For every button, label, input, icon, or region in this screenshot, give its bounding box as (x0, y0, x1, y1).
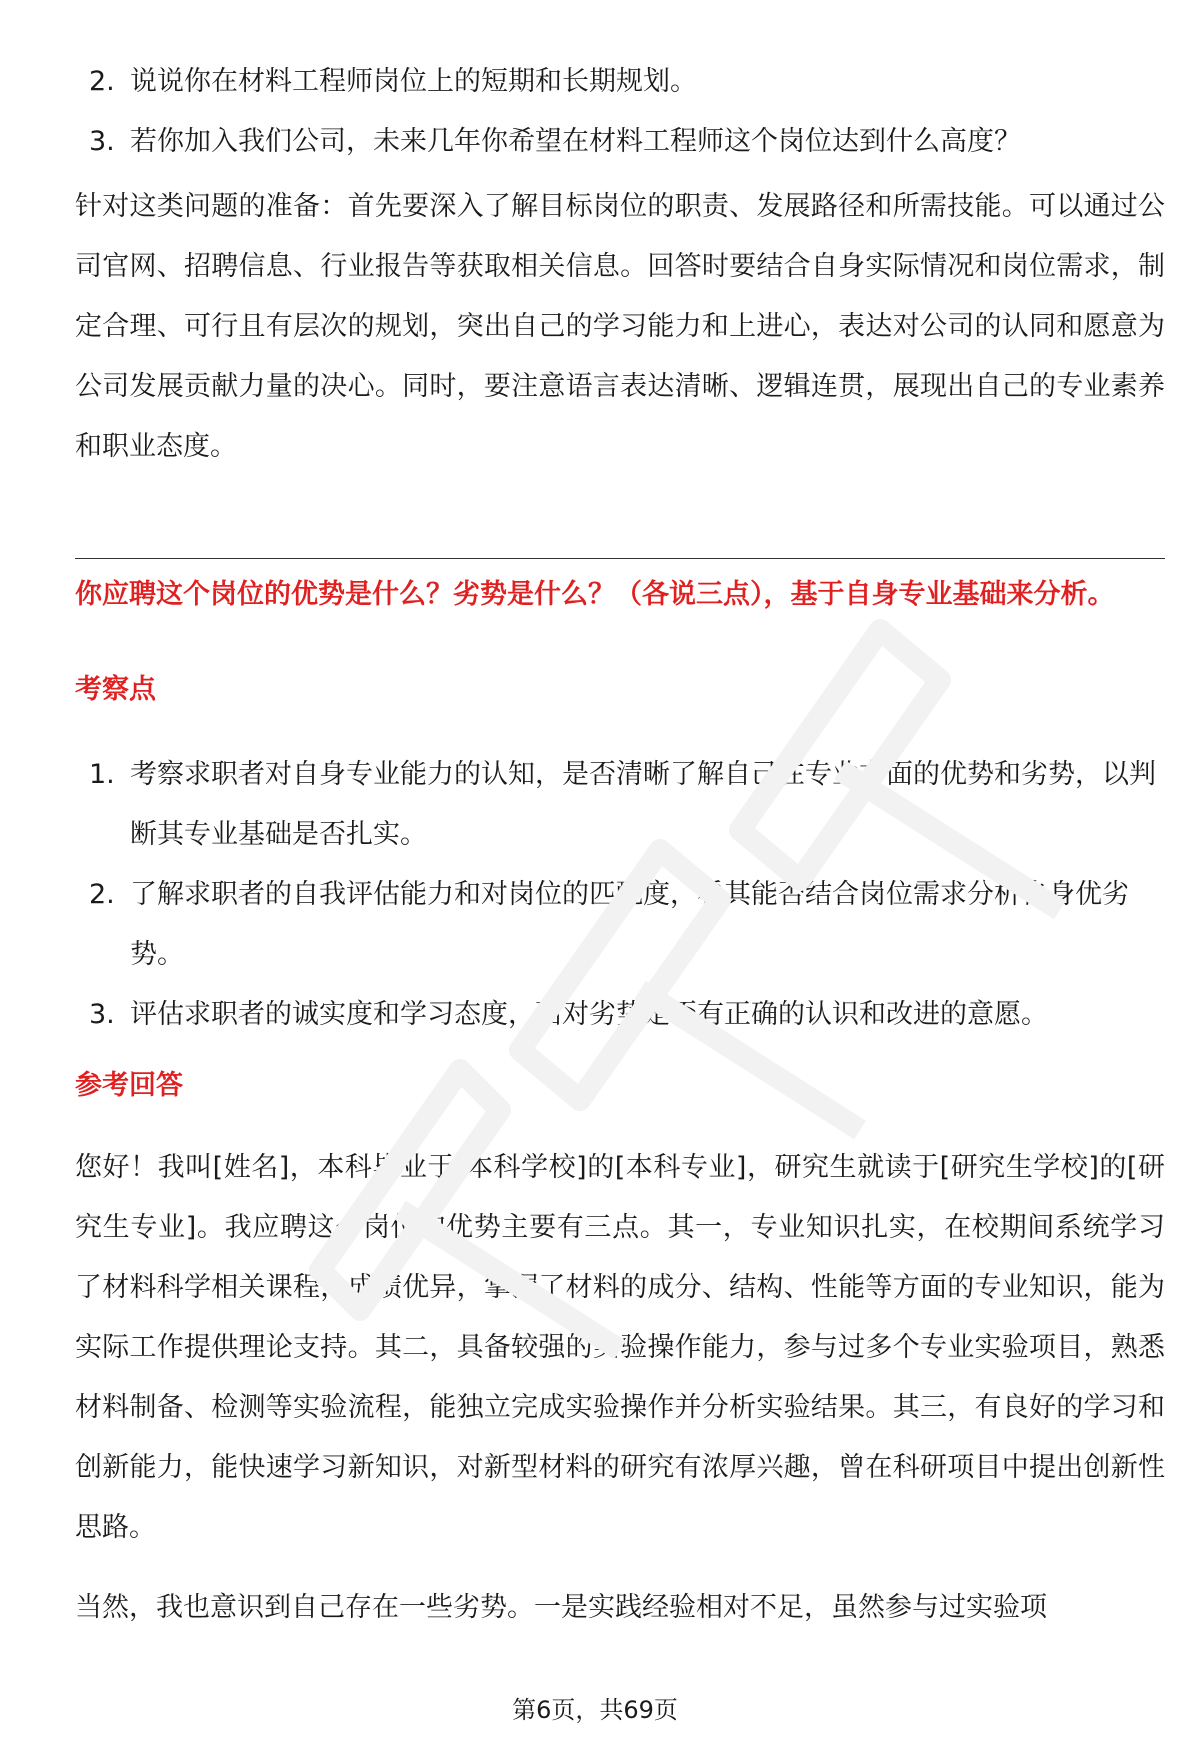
list-number: 2. (89, 66, 115, 97)
list-text: 了解求职者的自我评估能力和对岗位的匹配度，看其能否结合岗位需求分析自身优劣势。 (130, 879, 1129, 970)
list-number: 3. (89, 126, 115, 157)
list-text: 考察求职者对自身专业能力的认知，是否清晰了解自己在专业方面的优势和劣势，以判断其专业基础是否扎实。 (130, 759, 1156, 850)
assessment-points-list (75, 745, 1165, 1045)
list-item (75, 985, 1165, 1045)
page-footer: 第6页，共69页 (512, 1696, 678, 1724)
section-heading-answer: 参考回答 (75, 1070, 183, 1101)
list-item (75, 52, 1021, 112)
section-heading-kaocha: 考察点 (75, 674, 156, 705)
list-item (75, 865, 1165, 985)
preparation-paragraph: 针对这类问题的准备：首先要深入了解目标岗位的职责、发展路径和所需技能。可以通过公司官网、招聘信息、行业报告等获取相关信息。回答时要结合自身实际情况和岗位需求，制定合理、可行且有层次的规划，突出自己的学习能力和上进心，表达对公司的认同和愿意为公司发展贡献力量的决心。同时，要注意语言表达清晰、逻辑连贯，展现出自己的专业素养和职业态度。 (75, 191, 1165, 462)
planning-questions-list (75, 52, 1021, 172)
list-item (75, 112, 1021, 172)
section-divider (75, 558, 1165, 559)
list-number: 2. (89, 879, 115, 910)
list-text: 若你加入我们公司，未来几年你希望在材料工程师这个岗位达到什么高度？ (130, 126, 1021, 157)
list-number: 1. (89, 759, 115, 790)
answer-paragraph: 您好！我叫[姓名]，本科毕业于[本科学校]的[本科专业]，研究生就读于[研究生学校]的[研究生专业]。我应聘这个岗位的优势主要有三点。其一，专业知识扎实，在校期间系统学习了材料科学相关课程，成绩优异，掌握了材料的成分、结构、性能等方面的专业知识，能为实际工作提供理论支持。其二，具备较强的实验操作能力，参与过多个专业实验项目，熟悉材料制备、检测等实验流程，能独立完成实验操作并分析实验结果。其三，有良好的学习和创新能力，能快速学习新知识，对新型材料的研究有浓厚兴趣，曾在科研项目中提出创新性思路。 (75, 1152, 1165, 1543)
question-heading: 你应聘这个岗位的优势是什么？劣势是什么？（各说三点），基于自身专业基础来分析。 (75, 579, 1115, 610)
list-text: 说说你在材料工程师岗位上的短期和长期规划。 (130, 66, 697, 97)
list-item (75, 745, 1165, 865)
list-number: 3. (89, 999, 115, 1030)
answer-paragraph: 当然，我也意识到自己存在一些劣势。一是实践经验相对不足，虽然参与过实验项 (75, 1592, 1047, 1623)
list-text: 评估求职者的诚实度和学习态度，面对劣势是否有正确的认识和改进的意愿。 (130, 999, 1048, 1030)
